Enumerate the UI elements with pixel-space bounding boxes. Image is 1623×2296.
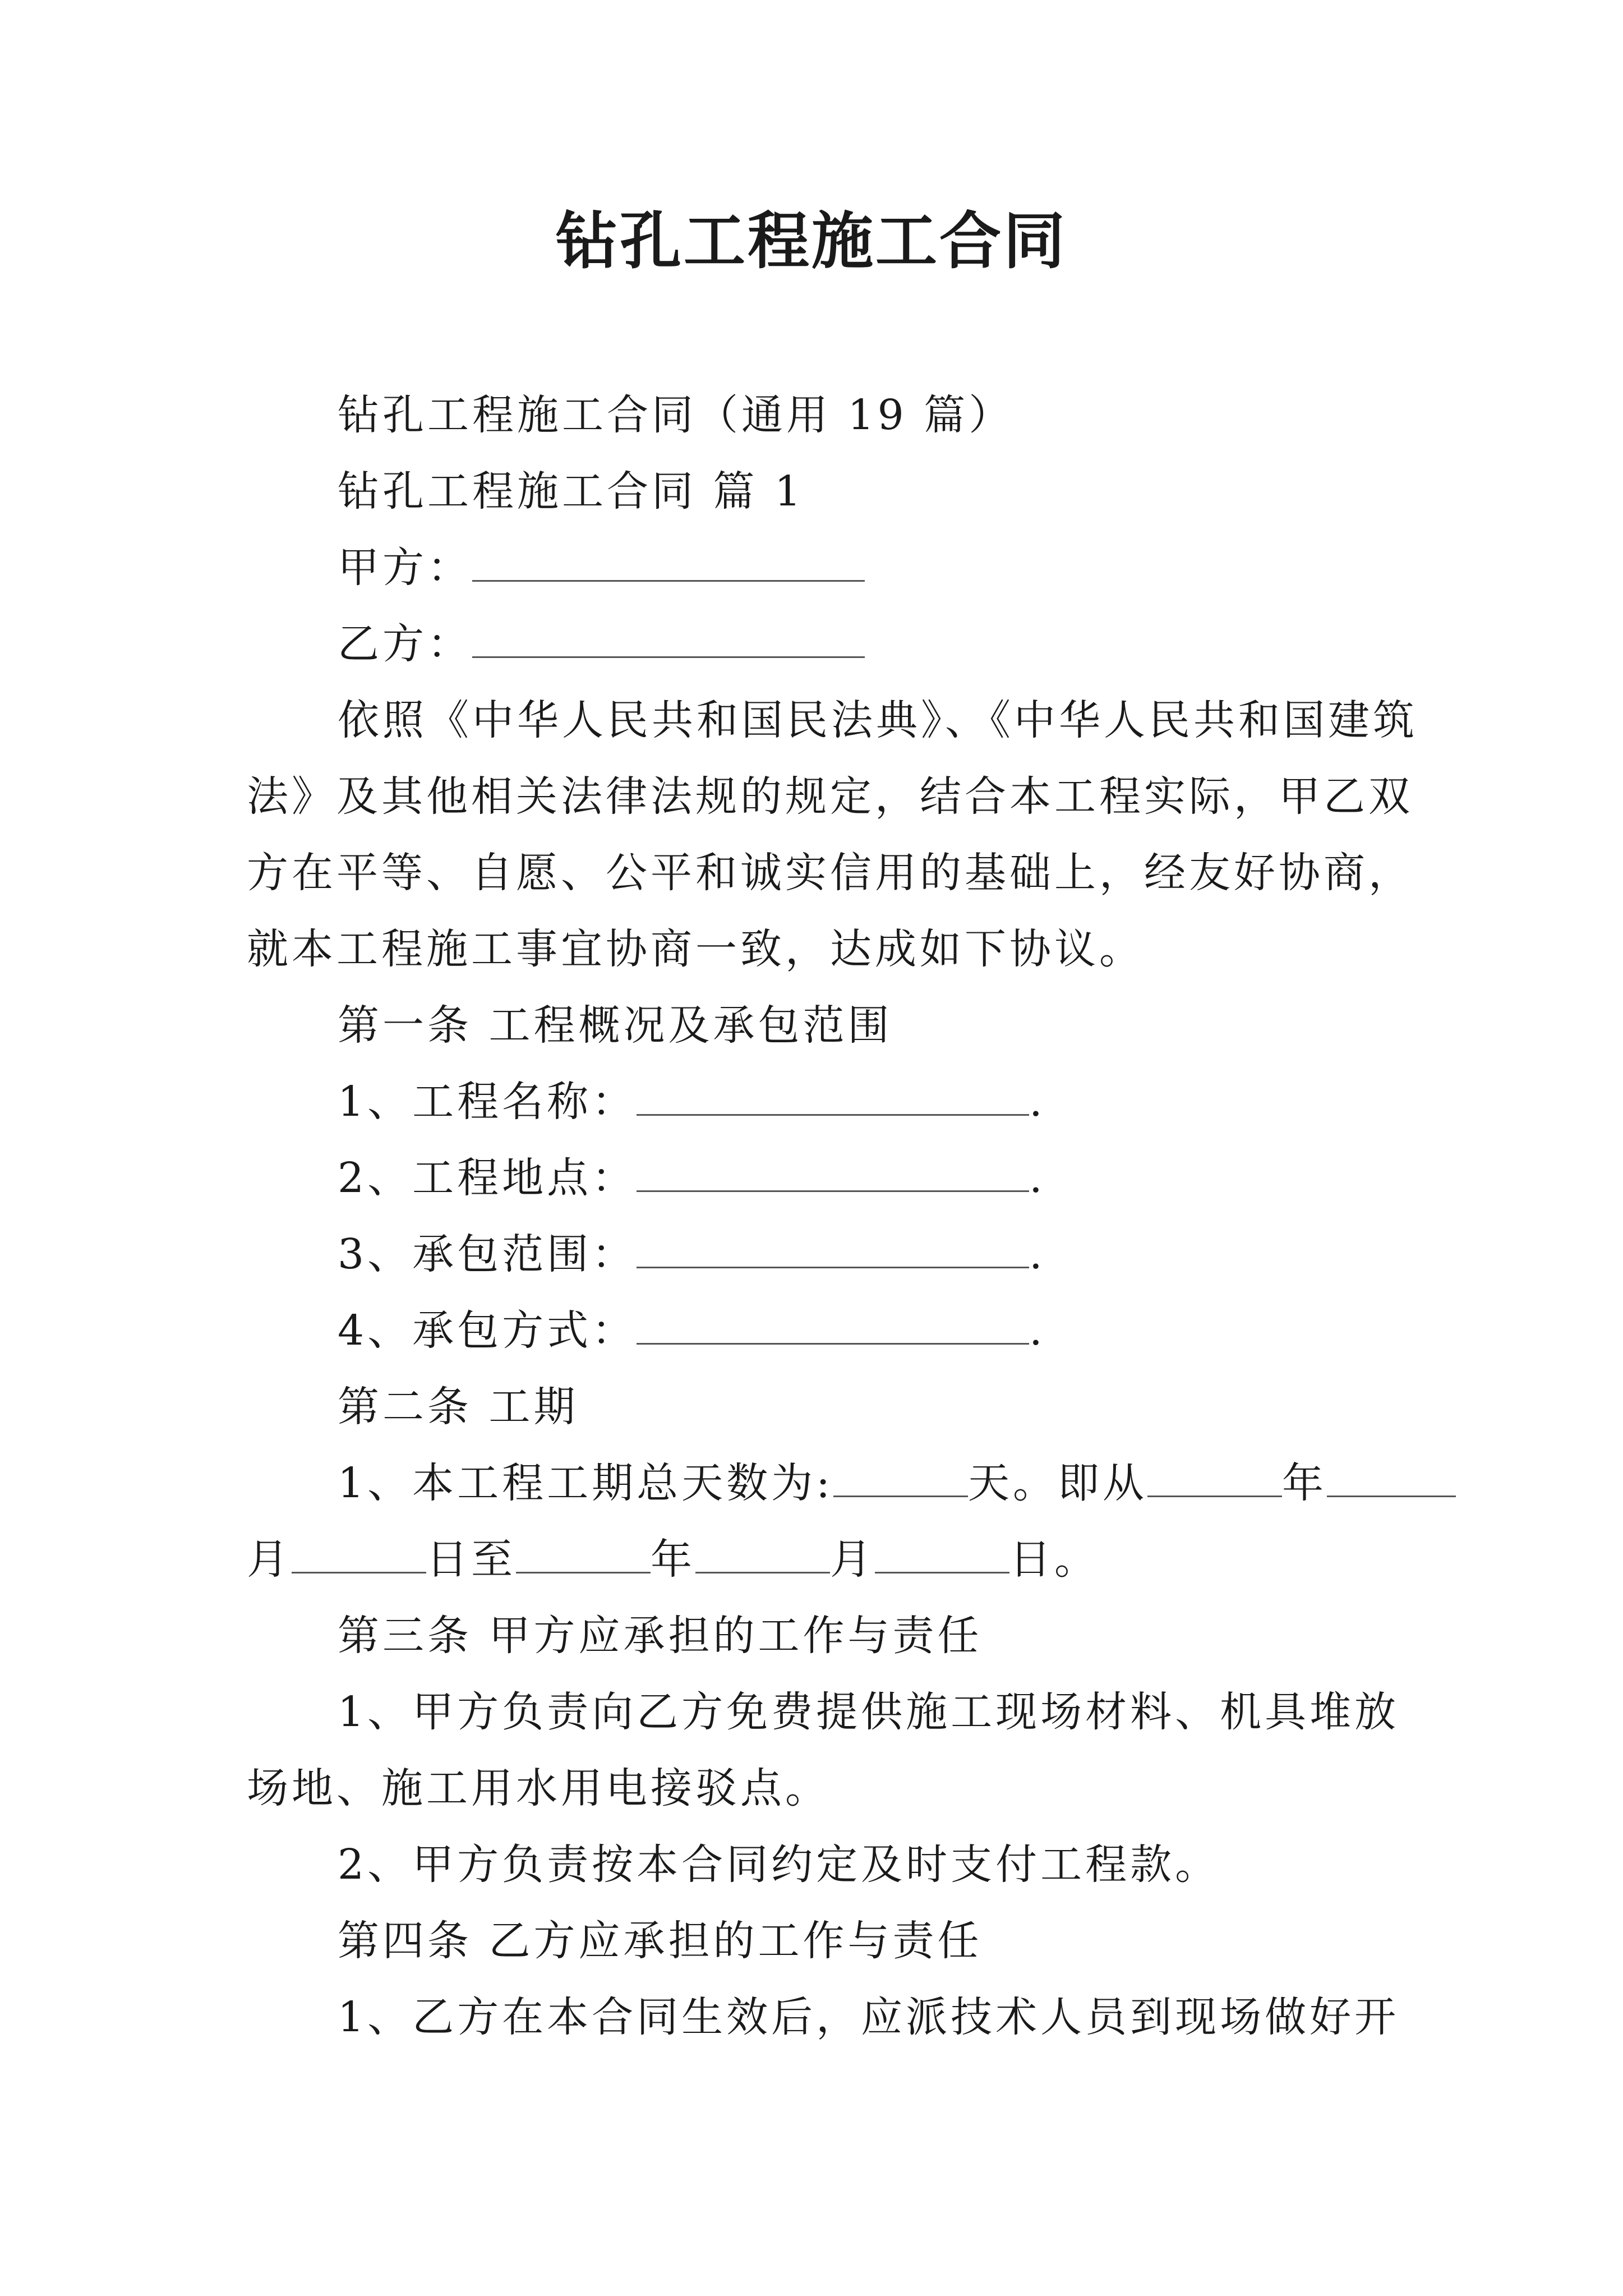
item-blank (637, 1233, 1029, 1268)
duration-line-2 (247, 1531, 1099, 1588)
article1-item (338, 1303, 1046, 1359)
item-blank (637, 1309, 1029, 1345)
item-end: . (1029, 1154, 1046, 1202)
party-b-blank (472, 623, 865, 658)
article1-item (338, 1150, 1046, 1206)
item-end: . (1029, 1306, 1046, 1355)
item-end: . (1029, 1078, 1046, 1126)
article4-paragraph: 1、乙方在本合同生效后，应派技术人员到现场做好开 (338, 1993, 1400, 2041)
intro-line: 法》及其他相关法律法规的规定，结合本工程实际，甲乙双 (247, 772, 1413, 821)
item-end: . (1029, 1230, 1046, 1278)
document-title: 钻孔工程施工合同 (556, 205, 1067, 277)
article3-paragraph: 场地、施工用水用电接驳点。 (247, 1764, 830, 1812)
end-month-blank (695, 1538, 830, 1573)
end-day-blank (875, 1538, 1009, 1573)
end-year-blank (516, 1538, 651, 1573)
duration-text: 月 (247, 1535, 292, 1584)
item-blank (637, 1080, 1029, 1116)
party-a-label: 甲方： (338, 544, 472, 592)
start-year-blank (1147, 1462, 1282, 1497)
intro-line: 依照《中华人民共和国民法典》、《中华人民共和国建筑 (338, 696, 1418, 744)
duration-text: 1、本工程工期总天数为: (338, 1459, 834, 1507)
document-subtitle: 钻孔工程施工合同（通用 19 篇） (338, 391, 1014, 439)
duration-text: 日。 (1009, 1535, 1099, 1584)
duration-text: 年 (651, 1535, 695, 1584)
start-day-blank (292, 1538, 426, 1573)
duration-text: 年 (1282, 1459, 1327, 1507)
duration-text: 天。即从 (968, 1459, 1148, 1507)
item-blank (637, 1157, 1029, 1192)
article1-item (338, 1226, 1046, 1282)
days-blank (833, 1462, 968, 1497)
duration-text: 日至 (426, 1535, 516, 1584)
party-a-line (338, 540, 865, 596)
party-a-blank (472, 546, 865, 582)
item-label: 4、承包方式： (338, 1306, 637, 1355)
article3-paragraph: 1、甲方负责向乙方免费提供施工现场材料、机具堆放 (338, 1688, 1400, 1736)
article1-item (338, 1074, 1046, 1130)
party-b-label: 乙方： (338, 620, 472, 668)
article3-heading: 第三条 甲方应承担的工作与责任 (338, 1612, 983, 1660)
start-month-blank (1327, 1462, 1456, 1497)
article2-heading: 第二条 工期 (338, 1383, 579, 1431)
party-b-line (338, 616, 865, 672)
intro-line: 就本工程施工事宜协商一致，达成如下协议。 (247, 925, 1144, 973)
section-heading: 钻孔工程施工合同 篇 1 (338, 467, 805, 516)
item-label: 3、承包范围： (338, 1230, 637, 1278)
article3-paragraph: 2、甲方负责按本合同约定及时支付工程款。 (338, 1841, 1220, 1889)
item-label: 1、工程名称： (338, 1078, 637, 1126)
item-label: 2、工程地点： (338, 1154, 637, 1202)
duration-text: 月 (830, 1535, 875, 1584)
duration-line-1 (338, 1455, 1456, 1511)
intro-line: 方在平等、自愿、公平和诚实信用的基础上，经友好协商， (247, 849, 1413, 897)
article4-heading: 第四条 乙方应承担的工作与责任 (338, 1917, 983, 1965)
article1-heading: 第一条 工程概况及承包范围 (338, 1001, 893, 1050)
